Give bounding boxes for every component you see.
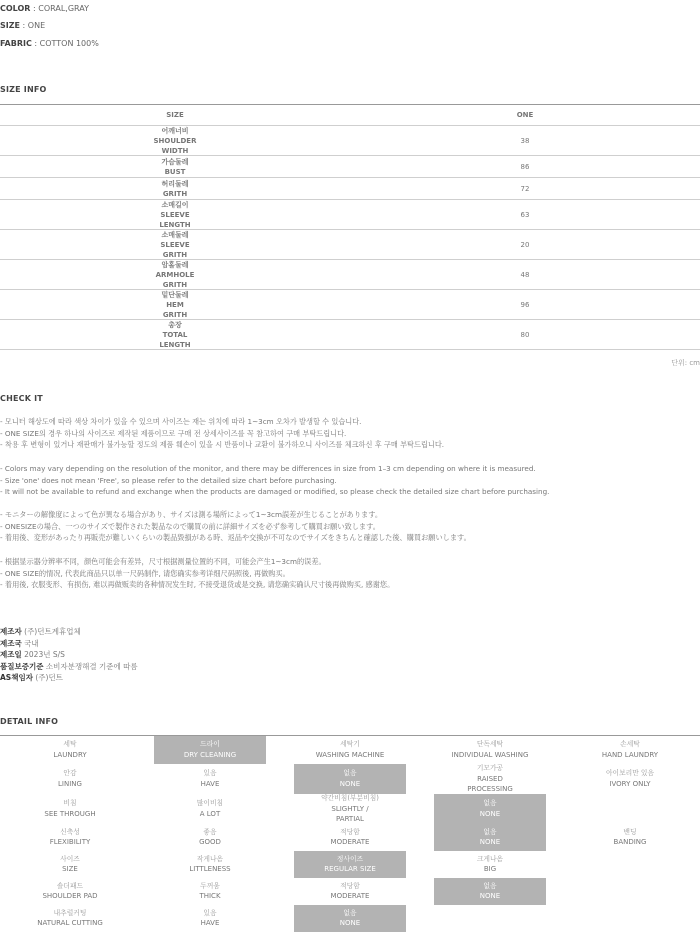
detail-cell-en: WASHING MACHINE	[315, 750, 385, 759]
detail-cell-en: NONE	[479, 809, 501, 818]
detail-cell-en: NONE	[479, 892, 501, 901]
detail-cell-en: LAUNDRY	[53, 750, 87, 759]
detail-cell-ko: 세탁	[63, 740, 77, 749]
size-table-row	[0, 178, 700, 200]
detail-cell	[294, 736, 406, 764]
detail-cell-selected	[434, 794, 546, 824]
size-row-label-line: 허리둘레	[161, 179, 189, 188]
spec-size-value: ONE	[27, 21, 46, 30]
detail-cell-en: GOOD	[199, 838, 221, 847]
detail-cell-en: PROCESSING	[467, 784, 513, 793]
size-row-value: 80	[520, 330, 530, 339]
detail-cell-selected	[154, 736, 266, 764]
detail-cell-ko: 없음	[483, 827, 497, 836]
size-row-value: 48	[520, 270, 530, 279]
size-row-label-line: GRITH	[162, 310, 188, 319]
detail-cell-ko: 비침	[63, 799, 77, 808]
detail-cell-ko: 숄더패드	[56, 881, 84, 890]
size-table-row	[0, 260, 700, 290]
size-table	[0, 104, 700, 350]
detail-cell	[154, 824, 266, 851]
detail-row	[0, 851, 700, 878]
detail-cell	[154, 764, 266, 794]
detail-cell	[294, 824, 406, 851]
notice-english	[0, 463, 549, 498]
size-row-label-line: BUST	[164, 167, 186, 176]
size-row-label-line: 암홀둘레	[161, 260, 189, 269]
size-row-label	[0, 200, 350, 229]
notice-korean	[0, 416, 444, 451]
size-row-label	[0, 230, 350, 259]
size-row-label	[0, 290, 350, 319]
size-row-label	[0, 260, 350, 289]
detail-cell	[14, 824, 126, 851]
detail-cell	[154, 878, 266, 905]
detail-cell	[154, 851, 266, 878]
spec-fabric-value: COTTON 100%	[39, 39, 99, 48]
size-row-label-line: WIDTH	[161, 146, 189, 155]
detail-cell-selected	[294, 851, 406, 878]
size-row-label	[0, 156, 350, 177]
detail-cell-en: MODERATE	[330, 838, 370, 847]
detail-cell-ko: 없음	[483, 881, 497, 890]
detail-cell	[574, 736, 686, 764]
notice-line: - モニターの解像度によって色が異なる場合があり、サイズは測る場所によって1~3cm誤差が生じることがあります。	[0, 510, 383, 519]
detail-cell	[434, 764, 546, 794]
info-manufacturer: 제조자 (주)던트계휴업체	[0, 627, 81, 636]
detail-cell-ko: 정사이즈	[336, 854, 364, 863]
spec-fabric-label: FABRIC	[0, 39, 32, 48]
detail-cell-en: PARTIAL	[336, 814, 364, 823]
size-row-label	[0, 178, 350, 199]
detail-cell-en: BANDING	[613, 838, 647, 847]
detail-cell-en: SEE THROUGH	[44, 809, 96, 818]
info-as-manager: AS책임자 (주)던트	[0, 673, 63, 683]
detail-cell-en: HAVE	[200, 779, 220, 788]
detail-cell	[14, 764, 126, 794]
check-it-heading: CHECK IT	[0, 394, 43, 403]
detail-cell-en: THICK	[199, 892, 221, 901]
detail-cell-selected	[434, 878, 546, 905]
detail-cell	[154, 905, 266, 932]
info-warranty: 품질보증기준 소비자분쟁해결 기준에 따름	[0, 661, 138, 671]
detail-cell-en: SLIGHTLY /	[331, 804, 369, 813]
detail-cell-ko: 작게나옴	[196, 854, 224, 863]
notice-line: - 着用後, 衣服变形、有损伤, 难以再做贩卖的各种情况发生时, 不接受退货或是交换, 请您确实确认尺寸後再做购买, 感谢您。	[0, 580, 395, 590]
size-row-label-line: 어깨너비	[161, 126, 189, 135]
detail-cell-ko: 약간비침(부분비침)	[321, 794, 379, 803]
size-table-row	[0, 320, 700, 350]
size-row-label-line: SLEEVE	[160, 240, 190, 249]
product-info	[0, 626, 138, 684]
spec-size-label: SIZE	[0, 21, 21, 30]
size-table-row	[0, 156, 700, 178]
notice-line: - 착용 후 변형이 있거나 재판매가 불가능할 정도의 제품 훼손이 있을 시 반품이나 교환이 불가하오니 사이즈를 체크하신 후 구매 부탁드립니다.	[0, 440, 445, 450]
detail-cell-en: NATURAL CUTTING	[37, 919, 103, 928]
detail-cell-ko: 적당함	[340, 827, 360, 836]
size-row-label	[0, 320, 350, 349]
detail-cell-en: HAND LAUNDRY	[601, 750, 659, 759]
detail-cell	[434, 851, 546, 878]
notice-line: - ONESIZEの場合、一つのサイズで製作された製品なので購買の前に詳細サイズを必ず参考して購買お願い致します。	[0, 521, 380, 531]
notice-line: - 모니터 해상도에 따라 색상 차이가 있을 수 있으며 사이즈는 재는 위치에 따라 1~3cm 오차가 발생할 수 있습니다.	[0, 417, 362, 426]
size-row-label-line: HEM	[166, 300, 184, 309]
detail-cell	[14, 851, 126, 878]
detail-cell	[294, 878, 406, 905]
detail-row	[0, 878, 700, 905]
size-row-value: 72	[520, 184, 530, 193]
notice-line: - It will not be available to refund and exchange when the products are damaged or modified, so please check the detailed size chart before purchasing.	[0, 487, 550, 497]
detail-cell	[574, 824, 686, 851]
spec-color-value: CORAL,GRAY	[38, 4, 89, 13]
detail-cell	[14, 905, 126, 932]
detail-cell-en: HAVE	[200, 919, 220, 928]
size-table-row	[0, 126, 700, 156]
detail-cell	[434, 736, 546, 764]
detail-cell-ko: 없음	[483, 799, 497, 808]
size-table-row	[0, 200, 700, 230]
size-row-label-line: GRITH	[162, 189, 188, 198]
spec-size: SIZE : ONE	[0, 21, 46, 30]
size-row-label-line: LENGTH	[159, 340, 191, 349]
detail-cell	[154, 794, 266, 824]
size-info-heading: SIZE INFO	[0, 85, 47, 94]
detail-cell-ko: 있음	[203, 769, 217, 778]
detail-cell	[14, 878, 126, 905]
detail-cell	[14, 794, 126, 824]
size-row-value: 63	[520, 210, 530, 219]
detail-info-heading: DETAIL INFO	[0, 717, 59, 726]
notice-line: - 根据显示器分辨率不同，颜色可能会有差异，尺寸根据测量位置的不同，可能会产生1~3cm的误差。	[0, 557, 326, 566]
size-col-header: SIZE	[166, 111, 184, 119]
detail-grid	[0, 735, 700, 932]
notice-japanese	[0, 509, 471, 544]
size-row-label	[0, 126, 350, 155]
detail-cell-ko: 신축성	[60, 827, 80, 836]
size-row-label-line: 총장	[168, 320, 182, 329]
detail-cell-en: RAISED	[477, 774, 503, 783]
detail-cell-ko: 적당함	[340, 881, 360, 890]
size-row-label-line: SLEEVE	[160, 210, 190, 219]
detail-cell	[574, 764, 686, 794]
size-row-label-line: GRITH	[162, 280, 188, 289]
detail-cell-en: INDIVIDUAL WASHING	[451, 750, 529, 759]
detail-cell-ko: 두꺼움	[200, 881, 220, 890]
info-date: 제조일 2023년 S/S	[0, 650, 65, 660]
detail-cell-en: SHOULDER PAD	[42, 892, 98, 901]
detail-cell-ko: 아이보리만 있음	[605, 769, 655, 778]
size-table-row	[0, 230, 700, 260]
detail-cell-en: A LOT	[199, 809, 221, 818]
notice-chinese	[0, 556, 394, 591]
detail-cell-ko: 내추럴커팅	[53, 908, 87, 917]
size-row-label-line: ARMHOLE	[155, 270, 195, 279]
detail-cell-en: NONE	[339, 919, 361, 928]
detail-cell	[14, 736, 126, 764]
size-row-label-line: LENGTH	[159, 220, 191, 229]
detail-cell-ko: 없음	[343, 769, 357, 778]
detail-cell-en: SIZE	[62, 865, 78, 874]
detail-cell-ko: 많이비침	[196, 799, 224, 808]
spec-color: COLOR : CORAL,GRAY	[0, 4, 89, 13]
detail-row	[0, 764, 700, 794]
detail-cell-en: IVORY ONLY	[609, 779, 651, 788]
unit-label: 단위: cm	[671, 359, 700, 367]
detail-cell-ko: 없음	[343, 908, 357, 917]
detail-row	[0, 824, 700, 851]
detail-cell-ko: 드라이	[200, 740, 220, 749]
detail-cell-en: BIG	[483, 865, 497, 874]
detail-cell	[294, 794, 406, 824]
detail-cell-ko: 밴딩	[623, 827, 637, 836]
detail-cell-selected	[294, 764, 406, 794]
size-table-row	[0, 290, 700, 320]
size-row-value: 38	[520, 136, 530, 145]
size-row-label-line: TOTAL	[162, 330, 188, 339]
notice-line: - ONE SIZE的情况, 代表此商品只以单一尺码制作, 请您确实参考详细尺码照後, 再做购买。	[0, 568, 290, 578]
size-row-label-line: 소매둘레	[161, 230, 189, 239]
detail-cell-en: MODERATE	[330, 892, 370, 901]
info-country: 제조국 국내	[0, 638, 39, 648]
size-row-label-line: GRITH	[162, 250, 188, 259]
detail-cell-en: REGULAR SIZE	[324, 865, 376, 874]
one-col-header: ONE	[516, 111, 534, 119]
detail-cell-en: NONE	[339, 779, 361, 788]
notice-line: - 着用後、変形があったり再販売が難しいくらいの製品毀損がある時、返品や交換が不可なのでサイズをきちんと確認した後、購買お願いします。	[0, 533, 471, 543]
size-row-label-line: SHOULDER	[153, 136, 197, 145]
detail-cell-ko: 있음	[203, 908, 217, 917]
detail-cell-ko: 단독세탁	[476, 740, 504, 749]
size-table-header	[0, 104, 700, 126]
spec-fabric: FABRIC : COTTON 100%	[0, 39, 99, 48]
detail-cell-ko: 세탁기	[340, 740, 360, 749]
detail-cell-ko: 안감	[63, 769, 77, 778]
detail-cell-en: DRY CLEANING	[183, 750, 237, 759]
detail-cell-en: LITTLENESS	[189, 865, 231, 874]
notice-line: - Colors may vary depending on the resolution of the monitor, and there may be differences in size from 1–3 cm depending on where it is measured.	[0, 464, 536, 473]
detail-cell-ko: 사이즈	[60, 854, 80, 863]
detail-cell-en: FLEXIBILITY	[49, 838, 91, 847]
detail-cell-ko: 기모가공	[476, 764, 504, 773]
size-row-label-line: 밑단둘레	[161, 290, 189, 299]
size-row-value: 86	[520, 162, 530, 171]
detail-cell-selected	[434, 824, 546, 851]
size-row-value: 20	[520, 240, 530, 249]
detail-row	[0, 736, 700, 764]
detail-row	[0, 905, 700, 932]
detail-cell-en: NONE	[479, 838, 501, 847]
spec-color-label: COLOR	[0, 4, 31, 13]
size-row-value: 96	[520, 300, 530, 309]
detail-cell-en: LINING	[58, 779, 82, 788]
size-row-label-line: 소매길이	[161, 200, 189, 209]
detail-cell-ko: 좋음	[203, 827, 217, 836]
detail-cell-selected	[294, 905, 406, 932]
notice-line: - ONE SIZE의 경우 하나의 사이즈로 제작된 제품이므로 구매 전 상세사이즈를 꼭 참고하여 구매 부탁드립니다.	[0, 428, 347, 438]
detail-cell-ko: 크게나옴	[476, 854, 504, 863]
size-row-label-line: 가슴둘레	[161, 157, 189, 166]
detail-row	[0, 794, 700, 824]
notice-line: - Size 'one' does not mean 'Free', so please refer to the detailed size chart before purchasing.	[0, 475, 337, 485]
detail-cell-ko: 손세탁	[620, 740, 640, 749]
